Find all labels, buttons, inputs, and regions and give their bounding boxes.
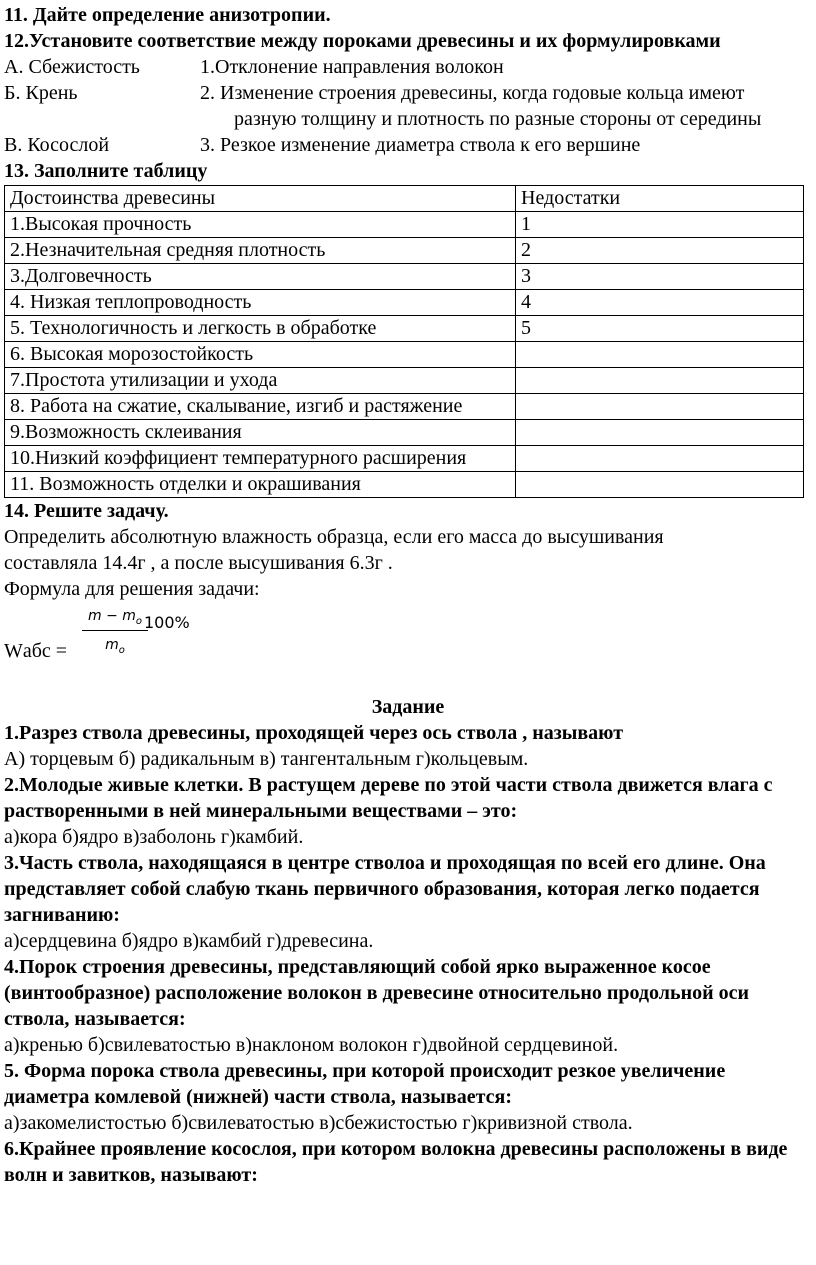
task-answers: а)закомелистостью б)свилеватостью в)сбежистостью г)кривизной ствола. xyxy=(4,1112,633,1134)
table-cell[interactable]: 3 xyxy=(516,264,804,290)
task-question: 3.Часть ствола, находящаяся в центре стволоа и проходящая по всей его длине. Она представляет собой слабую ткань первичного образования, которая легко подается загниванию: xyxy=(4,852,766,926)
task-heading: Задание xyxy=(371,696,445,718)
table-cell[interactable]: 5 xyxy=(516,316,804,342)
table-cell[interactable]: 2 xyxy=(516,238,804,264)
merits-table xyxy=(4,185,804,498)
table-cell[interactable]: 1 xyxy=(516,212,804,238)
q12-row-left: В. Косослой xyxy=(4,134,110,156)
q14-text: Формула для решения задачи: xyxy=(4,578,260,600)
table-row xyxy=(5,342,804,368)
table-cell[interactable]: 4 xyxy=(516,290,804,316)
formula-percent: 100% xyxy=(144,613,190,632)
q11-title: 11. Дайте определение анизотропии. xyxy=(4,4,331,26)
table-cell: 11. Возможность отделки и окрашивания xyxy=(5,472,516,498)
table-row xyxy=(5,212,804,238)
table-cell: 4. Низкая теплопроводность xyxy=(5,290,516,316)
table-cell[interactable] xyxy=(516,420,804,446)
table-row xyxy=(5,472,804,498)
table-cell: 7.Простота утилизации и ухода xyxy=(5,368,516,394)
header-drawbacks: Недостатки xyxy=(516,186,804,212)
table-cell: 6. Высокая морозостойкость xyxy=(5,342,516,368)
formula-numerator: $m - m_o$ xyxy=(82,608,148,631)
task-question: 5. Форма порока ствола древесины, при которой происходит резкое увеличение диаметра комлевой (нижней) части ствола, называется: xyxy=(4,1060,726,1108)
humidity-formula xyxy=(4,608,812,664)
task-answers: а)кора б)ядро в)заболонь г)камбий. xyxy=(4,826,304,848)
q12-row-left: А. Сбежистость xyxy=(4,56,140,78)
table-cell[interactable] xyxy=(516,342,804,368)
formula-fraction xyxy=(82,608,190,659)
q14-text: Определить абсолютную влажность образца, если его масса до высушивания xyxy=(4,526,664,548)
q14-title: 14. Решите задачу. xyxy=(4,500,169,522)
q12-row-right: 1.Отклонение направления волокон xyxy=(200,56,504,78)
q12-row-right: 3. Резкое изменение диаметра ствола к его вершине xyxy=(200,134,641,156)
header-merits: Достоинства древесины xyxy=(5,186,516,212)
task-answers: а)кренью б)свилеватостью в)наклоном волокон г)двойной сердцевиной. xyxy=(4,1034,619,1056)
table-cell[interactable] xyxy=(516,446,804,472)
table-row xyxy=(5,316,804,342)
table-row xyxy=(5,368,804,394)
table-row xyxy=(5,290,804,316)
formula-denominator: $m_o$ xyxy=(105,636,125,656)
task-question: 4.Порок строения древесины, представляющий собой ярко выраженное косое (винтообразное) расположение волокон в древесине относительно продольной оси ствола, называется: xyxy=(4,956,750,1030)
table-cell: 2.Незначительная средняя плотность xyxy=(5,238,516,264)
table-header-row xyxy=(5,186,804,212)
q12-row xyxy=(4,106,812,132)
table-cell: 5. Технологичность и легкость в обработке xyxy=(5,316,516,342)
task-answers: а)сердцевина б)ядро в)камбий г)древесина. xyxy=(4,930,374,952)
table-cell: 3.Долговечность xyxy=(5,264,516,290)
q12-row-right: 2. Изменение строения древесины, когда годовые кольца имеют xyxy=(200,82,745,104)
table-row xyxy=(5,264,804,290)
task-answers: А) торцевым б) радикальным в) тангентальным г)кольцевым. xyxy=(4,748,529,770)
table-cell: 10.Низкий коэффициент температурного расширения xyxy=(5,446,516,472)
q13-title: 13. Заполните таблицу xyxy=(4,160,208,182)
table-cell[interactable] xyxy=(516,368,804,394)
table-cell[interactable] xyxy=(516,394,804,420)
task-question: 6.Крайнее проявление косослоя, при котором волокна древесины расположены в виде волн и завитков, называют: xyxy=(4,1138,788,1186)
table-cell: 8. Работа на сжатие, скалывание, изгиб и растяжение xyxy=(5,394,516,420)
document xyxy=(4,2,812,1188)
table-row xyxy=(5,238,804,264)
table-row xyxy=(5,446,804,472)
table-cell: 9.Возможность склеивания xyxy=(5,420,516,446)
q12-row-right: разную толщину и плотность по разные стороны от середины xyxy=(234,108,762,130)
table-row xyxy=(5,394,804,420)
q12-title: 12.Установите соответствие между пороками древесины и их формулировками xyxy=(4,30,721,52)
q14-text: составляла 14.4г , а после высушивания 6.3г . xyxy=(4,552,393,574)
table-row xyxy=(5,420,804,446)
formula-label: Wабс = xyxy=(4,640,68,662)
q12-row xyxy=(4,132,812,158)
q12-row-left: Б. Крень xyxy=(4,82,78,104)
q12-row xyxy=(4,54,812,80)
task-question: 1.Разрез ствола древесины, проходящей через ось ствола , называют xyxy=(4,722,624,744)
table-cell[interactable] xyxy=(516,472,804,498)
task-question: 2.Молодые живые клетки. В растущем дереве по этой части ствола движется влага с растворенными в ней минеральными веществами – это: xyxy=(4,774,773,822)
q12-row xyxy=(4,80,812,106)
table-cell: 1.Высокая прочность xyxy=(5,212,516,238)
